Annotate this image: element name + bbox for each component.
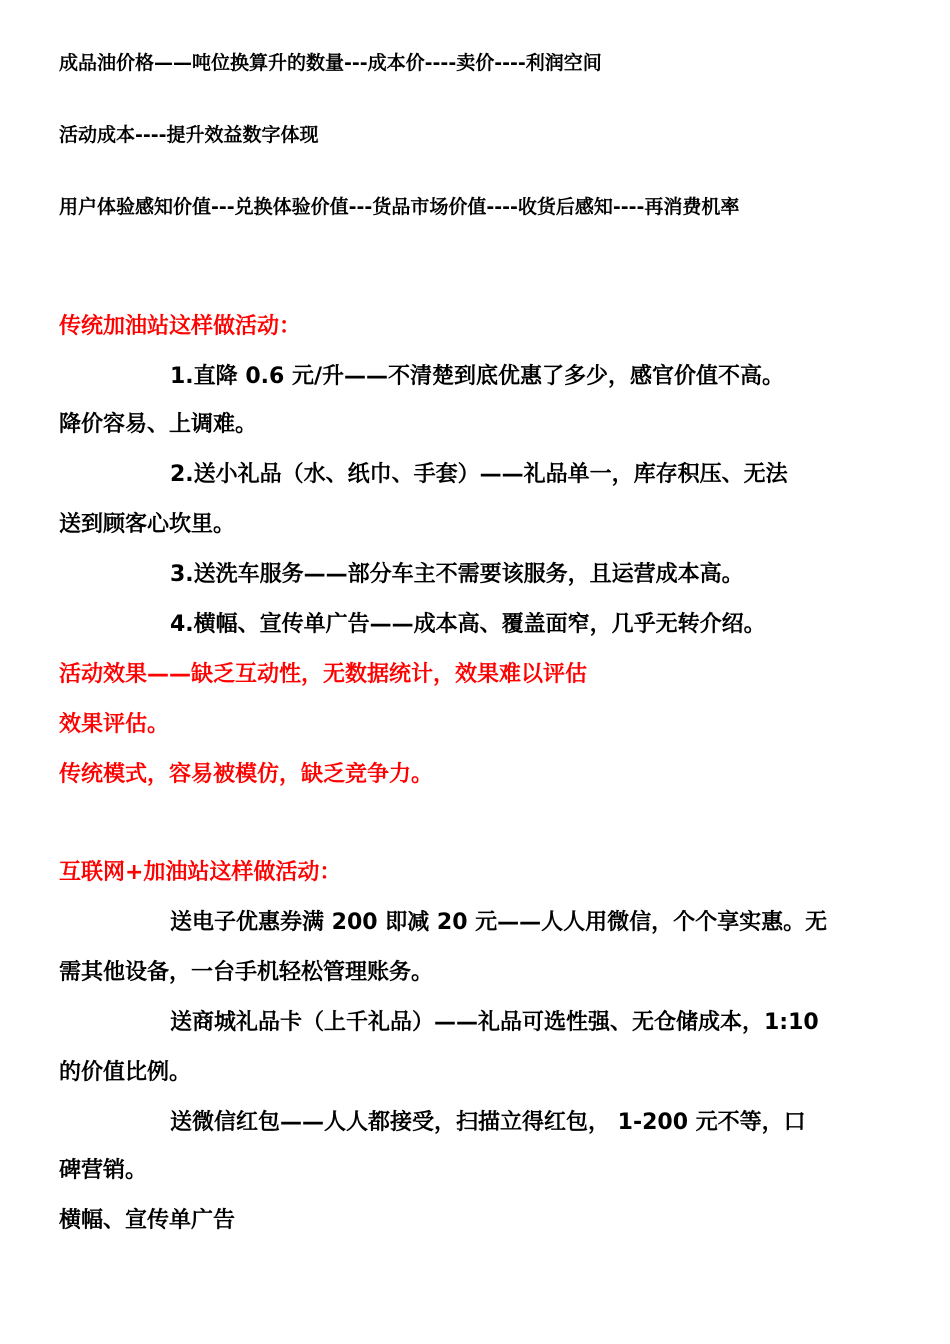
traditional-effect-line-3: 传统模式，容易被模仿，缺乏竞争力。 bbox=[59, 762, 434, 787]
internet-item-2-line-1: 送商城礼品卡（上千礼品）——礼品可选性强、无仓储成本，1:10 bbox=[170, 1010, 819, 1035]
internet-item-3-line-2: 碑营销。 bbox=[59, 1158, 148, 1183]
internet-item-3-line-1: 送微信红包——人人都接受，扫描立得红包， 1-200 元不等，口 bbox=[170, 1110, 806, 1135]
traditional-effect-line-2: 效果评估。 bbox=[59, 712, 170, 737]
traditional-effect-line-1: 活动效果——缺乏互动性，无数据统计，效果难以评估 bbox=[59, 662, 588, 687]
traditional-item-2-line-1: 2.送小礼品（水、纸巾、手套）——礼品单一，库存积压、无法 bbox=[170, 462, 788, 487]
traditional-item-2-line-2: 送到顾客心坎里。 bbox=[59, 512, 236, 537]
top-line-cost: 活动成本----提升效益数字体现 bbox=[59, 124, 319, 146]
internet-heading: 互联网+加油站这样做活动： bbox=[59, 860, 342, 885]
traditional-item-3: 3.送洗车服务——部分车主不需要该服务，且运营成本高。 bbox=[170, 562, 744, 587]
top-line-experience: 用户体验感知价值---兑换体验价值---货品市场价值----收货后感知----再消费机率 bbox=[59, 196, 740, 218]
traditional-item-4: 4.横幅、宣传单广告——成本高、覆盖面窄，几乎无转介绍。 bbox=[170, 612, 766, 637]
internet-item-4: 横幅、宣传单广告 bbox=[59, 1208, 236, 1233]
internet-item-1-line-2: 需其他设备，一台手机轻松管理账务。 bbox=[59, 960, 434, 985]
internet-item-2-line-2: 的价值比例。 bbox=[59, 1060, 192, 1085]
traditional-heading: 传统加油站这样做活动： bbox=[59, 314, 302, 339]
traditional-item-1-line-1: 1.直降 0.6 元/升——不清楚到底优惠了多少，感官价值不高。 bbox=[170, 364, 784, 389]
internet-item-1-line-1: 送电子优惠券满 200 即减 20 元——人人用微信，个个享实惠。无 bbox=[170, 910, 828, 935]
traditional-item-1-line-2: 降价容易、上调难。 bbox=[59, 412, 258, 437]
top-line-price: 成品油价格——吨位换算升的数量---成本价----卖价----利润空间 bbox=[59, 52, 602, 74]
